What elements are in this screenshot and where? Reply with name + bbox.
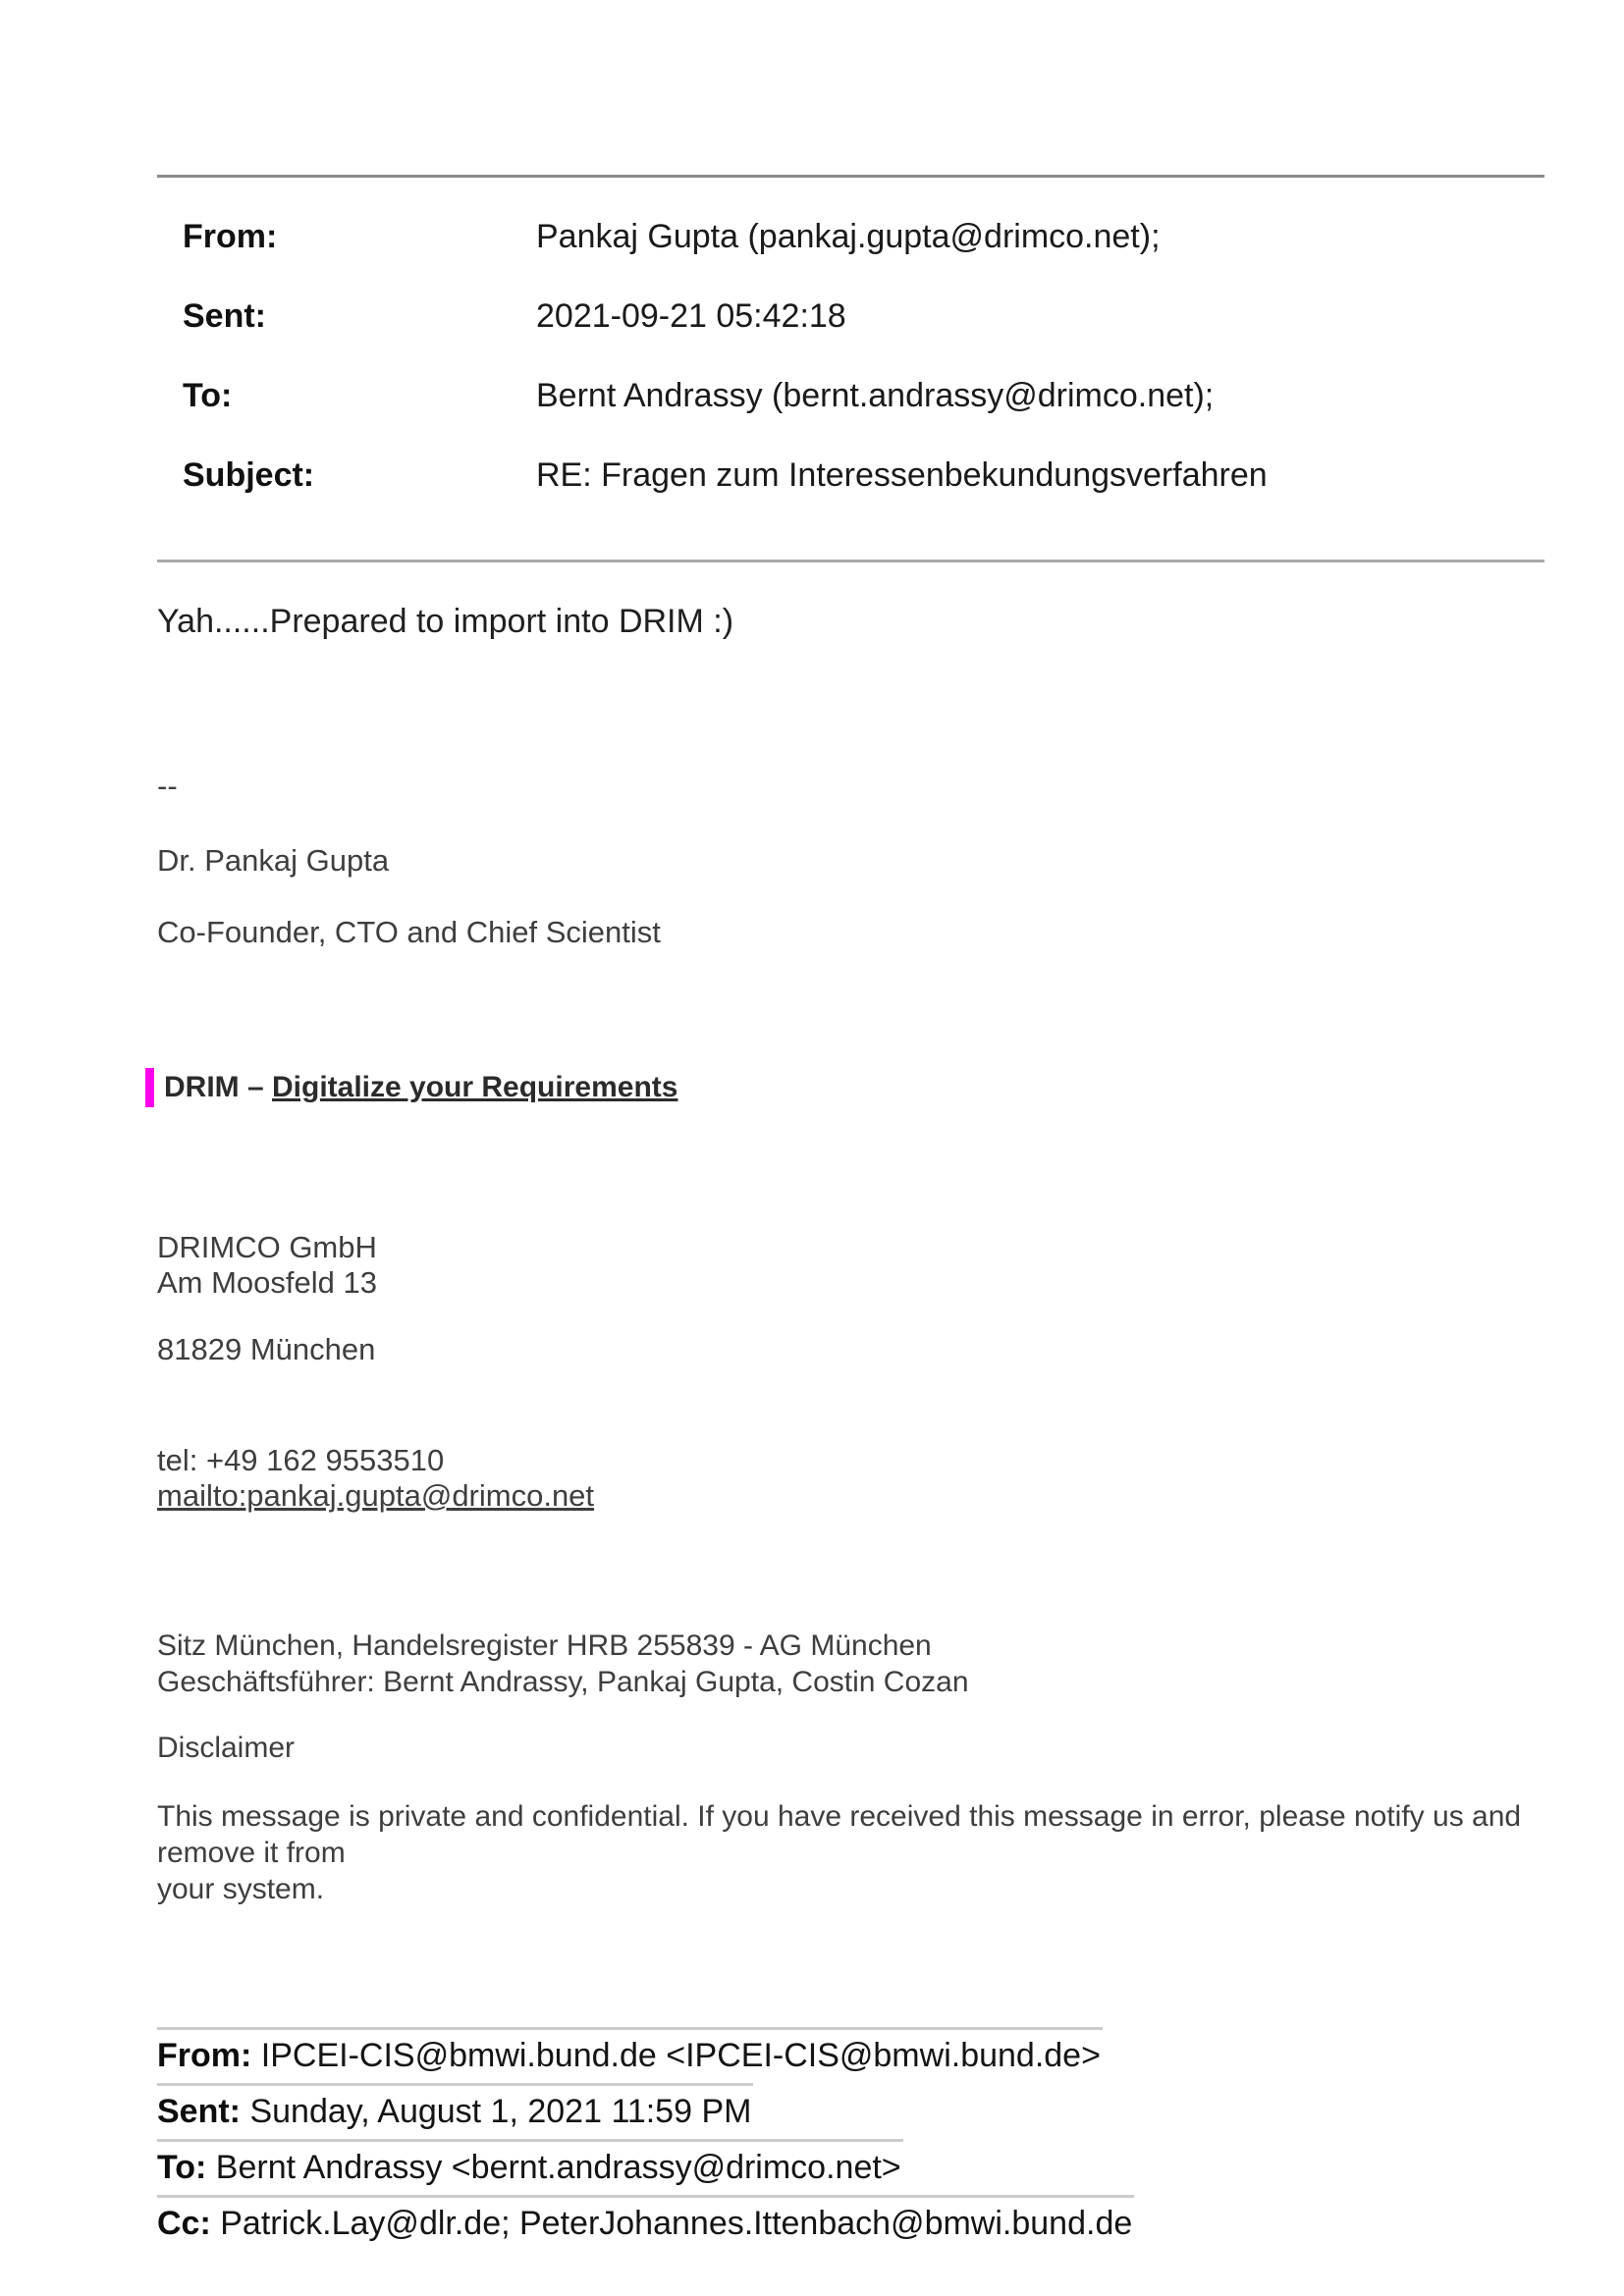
signature-name: Dr. Pankaj Gupta	[157, 843, 390, 878]
quoted-row-to	[157, 2139, 903, 2195]
quoted-sent-label: Sent:	[157, 2093, 241, 2130]
company-address-block	[157, 1230, 1544, 1301]
sent-label: Sent:	[183, 297, 266, 335]
quoted-to-label: To:	[157, 2149, 207, 2186]
quoted-from-label: From:	[157, 2037, 252, 2074]
header-row-to	[157, 356, 1544, 436]
telephone-number: tel: +49 162 9553510	[157, 1443, 445, 1477]
quoted-cc-value: Patrick.Lay@dlr.de; PeterJohannes.Ittenbach@bmwi.bund.de	[220, 2205, 1133, 2242]
registry-line: Sitz München, Handelsregister HRB 255839 - AG München	[157, 1629, 932, 1662]
contact-block	[157, 1443, 1544, 1514]
subject-label: Subject:	[183, 456, 315, 494]
signature-title: Co-Founder, CTO and Chief Scientist	[157, 915, 661, 949]
quoted-row-sent	[157, 2083, 753, 2139]
header-row-from	[157, 197, 1544, 277]
drim-tagline-link[interactable]: Digitalize your Requirements	[272, 1071, 678, 1103]
quoted-row-cc	[157, 2195, 1134, 2251]
quoted-from-value: IPCEI-CIS@bmwi.bund.de <IPCEI-CIS@bmwi.bund.de>	[260, 2037, 1101, 2074]
mailto-link[interactable]: mailto:pankaj.gupta@drimco.net	[157, 1478, 595, 1513]
message-body-text: Yah......Prepared to import into DRIM :)	[157, 603, 734, 640]
drim-brand-line	[145, 1068, 677, 1107]
header-row-subject	[157, 436, 1544, 515]
quoted-row-from	[157, 2027, 1103, 2083]
quoted-message-headers	[157, 2027, 1544, 2251]
disclaimer-line-1: This message is private and confidential. If you have received this message in error, please notify us and remove it from	[157, 1800, 1522, 1869]
disclaimer-text	[157, 1798, 1544, 1907]
subject-value: RE: Fragen zum Interessenbekundungsverfahren	[536, 456, 1268, 494]
sent-value: 2021-09-21 05:42:18	[536, 297, 846, 335]
disclaimer-title: Disclaimer	[157, 1732, 296, 1764]
email-content	[0, 175, 1624, 2251]
company-street: Am Moosfeld 13	[157, 1265, 377, 1300]
disclaimer-line-2: your system.	[157, 1873, 325, 1905]
company-city: 81829 München	[157, 1332, 376, 1366]
signature-separator: --	[157, 769, 178, 803]
header-row-sent	[157, 277, 1544, 356]
email-header-table	[157, 175, 1544, 562]
quoted-cc-label: Cc:	[157, 2205, 211, 2242]
from-value: Pankaj Gupta (pankaj.gupta@drimco.net);	[536, 218, 1161, 255]
company-name: DRIMCO GmbH	[157, 1230, 377, 1264]
drim-brand-prefix: DRIM –	[164, 1071, 273, 1103]
quoted-to-value: Bernt Andrassy <bernt.andrassy@drimco.net>	[215, 2149, 901, 2186]
quoted-sent-value: Sunday, August 1, 2021 11:59 PM	[249, 2093, 752, 2130]
to-value: Bernt Andrassy (bernt.andrassy@drimco.net);	[536, 377, 1215, 414]
legal-registry-block	[157, 1628, 1544, 1700]
from-label: From:	[183, 218, 278, 255]
to-label: To:	[183, 377, 233, 414]
managers-line: Geschäftsführer: Bernt Andrassy, Pankaj Gupta, Costin Cozan	[157, 1666, 969, 1698]
